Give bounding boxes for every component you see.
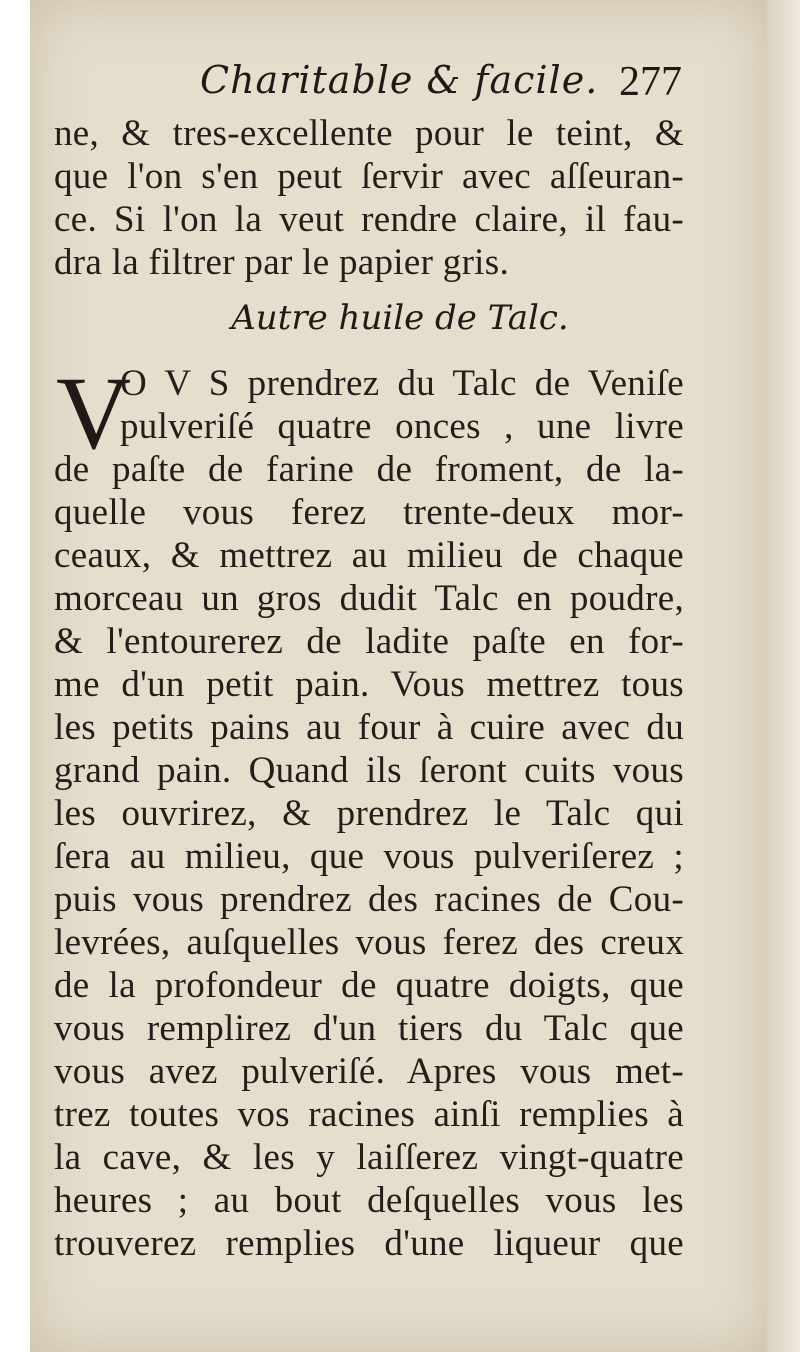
text-line: que l'on s'en peut ſervir avec aſſeuran-	[54, 156, 684, 197]
text-line: levrées, auſquelles vous ferez des creux	[54, 922, 684, 963]
section-title: Autre huile de Talc.	[231, 298, 569, 338]
text-line: dra la filtrer par le papier gris.	[54, 242, 510, 283]
drop-capital: V	[56, 356, 132, 471]
text-line: & l'entourerez de ladite paſte en for-	[54, 621, 684, 662]
text-line: la cave, & les y laiſſerez vingt-quatre	[54, 1137, 684, 1178]
paragraph-2	[54, 356, 684, 1265]
text-line: pulveriſé quatre onces , une livre	[120, 406, 684, 447]
text-line: les ouvrirez, & prendrez le Talc qui	[54, 793, 684, 834]
text-line: grand pain. Quand ils ſeront cuits vous	[54, 750, 684, 791]
paragraph-1	[54, 112, 684, 284]
page-edge-shadow	[766, 0, 800, 1352]
text-line: trouverez remplies d'une liqueur que	[54, 1223, 684, 1264]
text-line: morceau un gros dudit Talc en poudre,	[54, 578, 684, 619]
text-line: ſera au milieu, que vous pulveriſerez ;	[54, 836, 684, 877]
text-line: heures ; au bout deſquelles vous les	[54, 1180, 684, 1221]
text-line: O V S prendrez du Talc de Veniſe	[120, 363, 684, 404]
text-line: ne, & tres-excellente pour le teint, &	[54, 113, 684, 154]
text-line: ce. Si l'on la veut rendre claire, il fau-	[54, 199, 684, 240]
text-line: de paſte de farine de froment, de la-	[54, 449, 684, 490]
running-title: Charitable & facile.	[200, 58, 599, 102]
text-line: les petits pains au four à cuire avec du	[54, 707, 684, 748]
text-line: me d'un petit pain. Vous mettrez tous	[54, 664, 684, 705]
page-header	[200, 58, 690, 108]
text-line: vous avez pulveriſé. Apres vous met-	[54, 1051, 684, 1092]
text-line: puis vous prendrez des racines de Cou-	[54, 879, 684, 920]
text-line: ceaux, & mettrez au milieu de chaque	[54, 535, 684, 576]
text-line: quelle vous ferez trente-deux mor-	[54, 492, 684, 533]
text-line: de la profondeur de quatre doigts, que	[54, 965, 684, 1006]
text-line: vous remplirez d'un tiers du Talc que	[54, 1008, 684, 1049]
text-line: trez toutes vos racines ainſi remplies à	[54, 1094, 684, 1135]
page-number: 277	[619, 59, 682, 105]
